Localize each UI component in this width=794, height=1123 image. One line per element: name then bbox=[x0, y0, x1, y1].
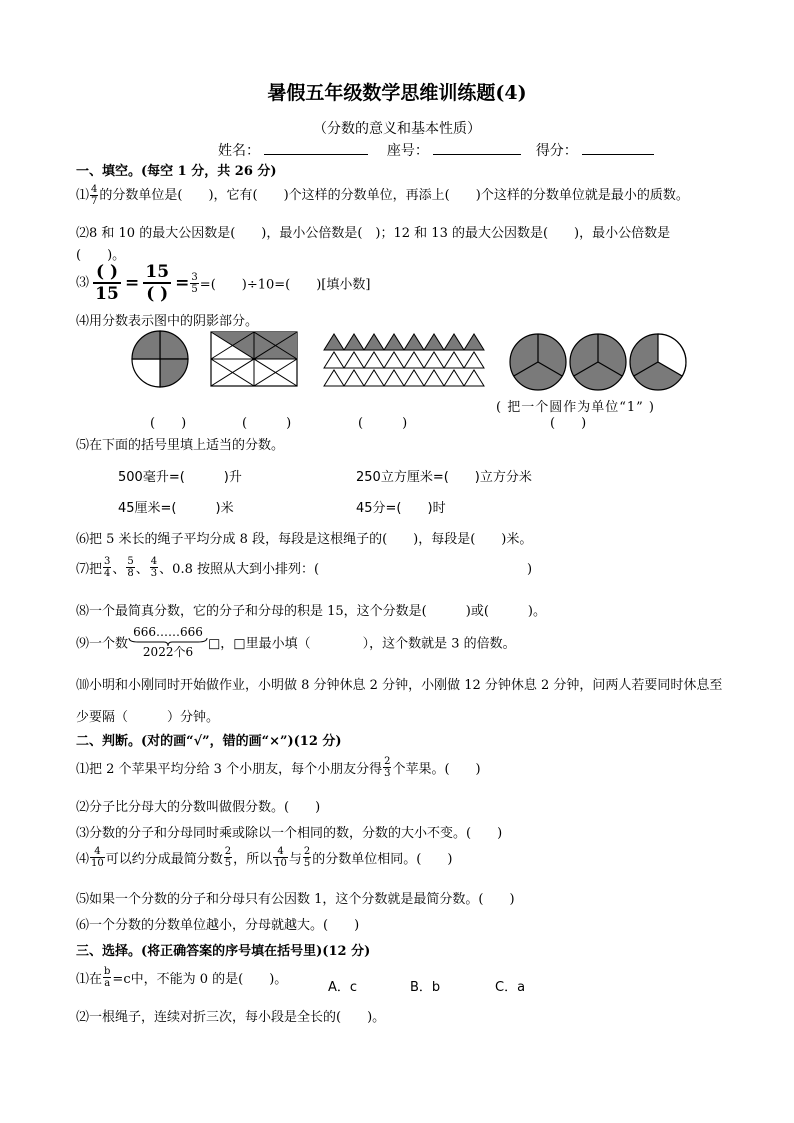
s1-question-8: ⑻一个最简真分数，它的分子和分母的积是 15，这个分数是( )或( )。 bbox=[76, 604, 546, 619]
q4-blank-2[interactable]: ( ) bbox=[242, 416, 292, 431]
fraction-2 bbox=[224, 846, 232, 869]
q4-blank-1[interactable]: ( ) bbox=[150, 416, 187, 431]
section3-heading: 三、选择。(将正确答案的序号填在括号里)(12 分) bbox=[76, 944, 371, 959]
numerator: 4 bbox=[150, 556, 158, 567]
q4-blank-3[interactable]: ( ) bbox=[358, 416, 408, 431]
numerator: 15 bbox=[145, 262, 170, 282]
denominator: 10 bbox=[91, 858, 104, 869]
equals: = bbox=[175, 273, 190, 293]
q-text: =c中，不能为 0 的是( )。 bbox=[112, 972, 288, 987]
denominator: 5 bbox=[191, 283, 198, 295]
q-text: 与 bbox=[288, 852, 302, 867]
q-text: □，□里最小填（ ），这个数就是 3 的倍数。 bbox=[208, 636, 516, 652]
numerator: 3 bbox=[104, 556, 111, 567]
separator: 、 bbox=[135, 562, 149, 577]
s1-question-9 bbox=[76, 626, 516, 658]
numerator: b bbox=[104, 966, 111, 977]
seat-blank[interactable] bbox=[433, 140, 521, 155]
q-text: ⑴在 bbox=[76, 972, 103, 987]
s1-question-5: ⑸在下面的括号里填上适当的分数。 bbox=[76, 438, 285, 453]
section2-heading: 二、判断。(对的画“√”，错的画“×”)(12 分) bbox=[76, 734, 342, 749]
option-c[interactable]: C．a bbox=[495, 980, 526, 995]
q5-item-1: 500毫升=( )升 bbox=[118, 470, 242, 485]
numerator: 4 bbox=[90, 846, 105, 858]
q5-item-3: 45厘米=( )米 bbox=[118, 501, 234, 516]
name-label: 姓名： bbox=[218, 143, 260, 159]
numerator: 3 bbox=[191, 271, 198, 283]
denominator: 4 bbox=[104, 568, 111, 579]
q-text: =( )÷10=( )[填小数] bbox=[199, 277, 371, 293]
denominator: 5 bbox=[224, 858, 232, 869]
denominator: 3 bbox=[150, 568, 158, 579]
numerator: 4 bbox=[91, 184, 98, 195]
s2-question-1 bbox=[76, 756, 481, 779]
figure-rectangle-triangles bbox=[211, 332, 297, 386]
page-subtitle: （分数的意义和基本性质） bbox=[313, 121, 481, 137]
numerator: 2 bbox=[224, 846, 232, 857]
s2-question-4 bbox=[76, 846, 452, 869]
s1-question-4: ⑷用分数表示图中的阴影部分。 bbox=[76, 314, 259, 329]
denominator: 5 bbox=[303, 858, 311, 869]
fraction bbox=[90, 184, 98, 207]
s2-question-6: ⑹一个分数的分数单位越小，分母就越大。( ) bbox=[76, 918, 360, 933]
s1-question-3 bbox=[76, 262, 370, 304]
denominator: 15 bbox=[95, 284, 119, 304]
fraction bbox=[103, 966, 111, 989]
figure-triangle-rows bbox=[324, 334, 484, 386]
q-text: 的分数单位相同。( ) bbox=[312, 852, 453, 867]
fraction-2 bbox=[143, 262, 171, 304]
s1-question-2-line1: ⑵8 和 10 的最大公因数是( )，最小公倍数是( )；12 和 13 的最大公因数是( )，最小公倍数是 bbox=[76, 226, 671, 241]
q-text: ，所以 bbox=[233, 852, 273, 867]
fraction-2 bbox=[126, 556, 134, 579]
q-text: 个苹果。( ) bbox=[392, 762, 481, 777]
numerator: 2 bbox=[384, 756, 391, 767]
q4-blank-4[interactable]: ( ) bbox=[550, 416, 587, 431]
s1-question-10-line1: ⑽小明和小刚同时开始做作业，小明做 8 分钟休息 2 分钟，小刚做 12 分钟休息 2 分钟，问两人若要同时休息至 bbox=[76, 678, 723, 693]
q5-item-4: 45分=( )时 bbox=[356, 501, 446, 516]
fraction-3 bbox=[190, 272, 198, 295]
figure-circle-quarters bbox=[132, 331, 188, 387]
s2-question-5: ⑸如果一个分数的分子和分母只有公因数 1，这个分数就是最简分数。( ) bbox=[76, 892, 515, 907]
separator: 、 bbox=[112, 562, 126, 577]
s1-question-10-line2: 少要隔（ ）分钟。 bbox=[76, 710, 220, 725]
s1-question-7 bbox=[76, 556, 532, 579]
fraction-4 bbox=[303, 846, 311, 869]
score-label: 得分： bbox=[535, 143, 578, 159]
q-number: ⑴ bbox=[76, 188, 90, 203]
page-title: 暑假五年级数学思维训练题(4) bbox=[267, 82, 527, 104]
q-number: ⑶ bbox=[76, 275, 90, 291]
denominator: ( ) bbox=[146, 284, 169, 304]
digits-count: 2022个6 bbox=[142, 645, 194, 659]
denominator: a bbox=[104, 978, 111, 989]
fraction-3 bbox=[150, 556, 158, 579]
q-text: ⑺把 bbox=[76, 562, 103, 577]
numerator: 4 bbox=[273, 846, 288, 858]
fraction-1 bbox=[103, 556, 111, 579]
equals: = bbox=[124, 273, 140, 293]
fraction bbox=[383, 756, 391, 779]
seat-label: 座号： bbox=[386, 143, 429, 159]
numerator: ( ) bbox=[93, 262, 121, 284]
fraction-3 bbox=[273, 846, 288, 869]
s3-question-1 bbox=[76, 966, 287, 989]
q-text: 可以约分成最简分数 bbox=[105, 852, 223, 867]
section1-heading: 一、填空。(每空 1 分，共 26 分) bbox=[76, 164, 277, 179]
denominator: 3 bbox=[384, 768, 391, 779]
s3-question-2: ⑵一根绳子，连续对折三次，每小段是全长的( )。 bbox=[76, 1010, 386, 1025]
q4-unit-note: ( 把一个圆作为单位“1” ) bbox=[496, 400, 655, 415]
digits-top: 666……666 bbox=[133, 625, 203, 639]
numerator: 5 bbox=[127, 556, 134, 567]
option-a[interactable]: A．c bbox=[328, 980, 358, 995]
q-text: ⑼一个数 bbox=[76, 636, 129, 652]
denominator: 10 bbox=[274, 858, 287, 869]
denominator: 7 bbox=[91, 196, 98, 207]
q-number: ⑷ bbox=[76, 852, 90, 867]
figure-circles-thirds bbox=[510, 334, 686, 390]
repeated-digits bbox=[128, 626, 208, 658]
s1-question-6: ⑹把 5 米长的绳子平均分成 8 段，每段是这根绳子的( )，每段是( )米。 bbox=[76, 532, 533, 547]
q5-item-2: 250立方厘米=( )立方分米 bbox=[356, 470, 532, 485]
option-b[interactable]: B．b bbox=[410, 980, 441, 995]
fraction-1 bbox=[93, 262, 121, 304]
q-text: 、0.8 按照从大到小排列：( ) bbox=[159, 562, 533, 577]
student-info-row bbox=[218, 140, 654, 160]
s2-question-2: ⑵分子比分母大的分数叫做假分数。( ) bbox=[76, 800, 321, 815]
name-blank[interactable] bbox=[264, 140, 368, 155]
s1-question-2-line2: ( )。 bbox=[76, 248, 126, 263]
numerator: 2 bbox=[303, 846, 311, 857]
fraction-1 bbox=[90, 846, 105, 869]
denominator: 8 bbox=[127, 568, 134, 579]
s2-question-3: ⑶分数的分子和分母同时乘或除以一个相同的数，分数的大小不变。( ) bbox=[76, 826, 503, 841]
q-text: 的分数单位是( )，它有( )个这样的分数单位，再添上( )个这样的分数单位就是最小的质数。 bbox=[99, 188, 689, 203]
s1-question-1 bbox=[76, 184, 689, 207]
score-blank[interactable] bbox=[582, 140, 654, 155]
shaded-figures bbox=[126, 330, 696, 430]
q-text: ⑴把 2 个苹果平均分给 3 个小朋友，每个小朋友分得 bbox=[76, 762, 383, 777]
